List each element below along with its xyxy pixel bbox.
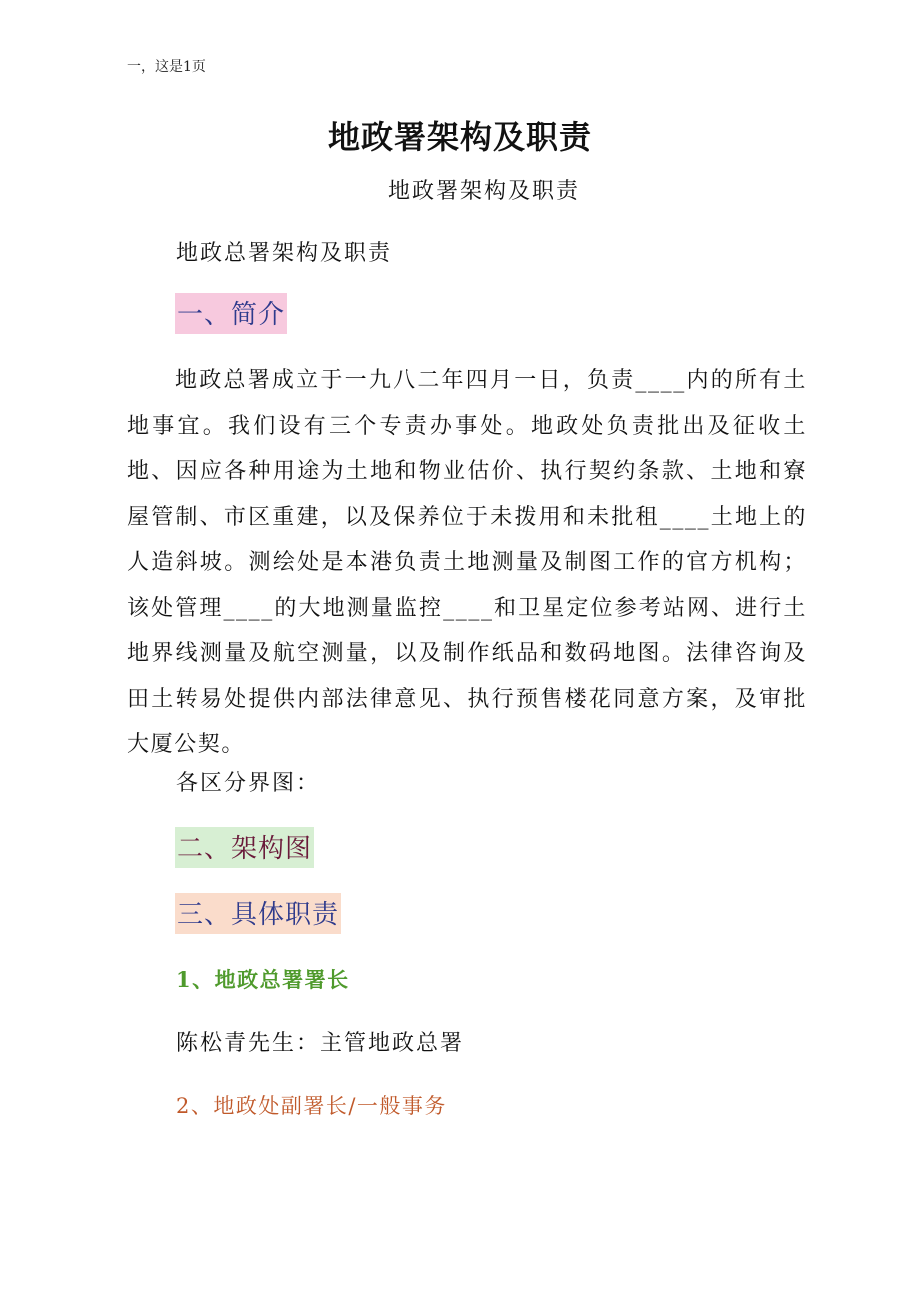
section-heading-structure: 二、架构图 — [175, 827, 314, 868]
intro-line: 地政总署架构及职责 — [176, 241, 393, 266]
document-title: 地政署架构及职责 — [327, 118, 592, 156]
section-heading-intro: 一、简介 — [175, 293, 287, 334]
duty-item-1-title: 1、地政总署署长 — [176, 967, 350, 992]
section-heading-duties: 三、具体职责 — [175, 893, 341, 934]
page-header-note: 一，这是1页 — [127, 59, 206, 75]
document-subtitle: 地政署架构及职责 — [388, 179, 581, 204]
district-map-line: 各区分界图： — [176, 771, 321, 796]
intro-paragraph: 地政总署成立于一九八二年四月一日，负责____内的所有土地事宜。我们设有三个专责办事处。地政处负责批出及征收土地、因应各种用途为土地和物业估价、执行契约条款、土地和寮屋管制、市区重建，以及保养位于未拨用和未批租____土地上的人造斜坡。测绘处是本港负责土地测量及制图工作的官方机构；该处管理____的大地测量监控____和卫星定位参考站网、进行土地界线测量及航空测量，以及制作纸品和数码地图。法律咨询及田土转易处提供内部法律意见、执行预售楼花同意方案，及审批大厦公契。 — [127, 368, 807, 757]
duty-item-2-title: 2、地政处副署长/一般事务 — [176, 1094, 447, 1118]
duty-item-1-text: 陈松青先生：主管地政总署 — [176, 1031, 465, 1056]
